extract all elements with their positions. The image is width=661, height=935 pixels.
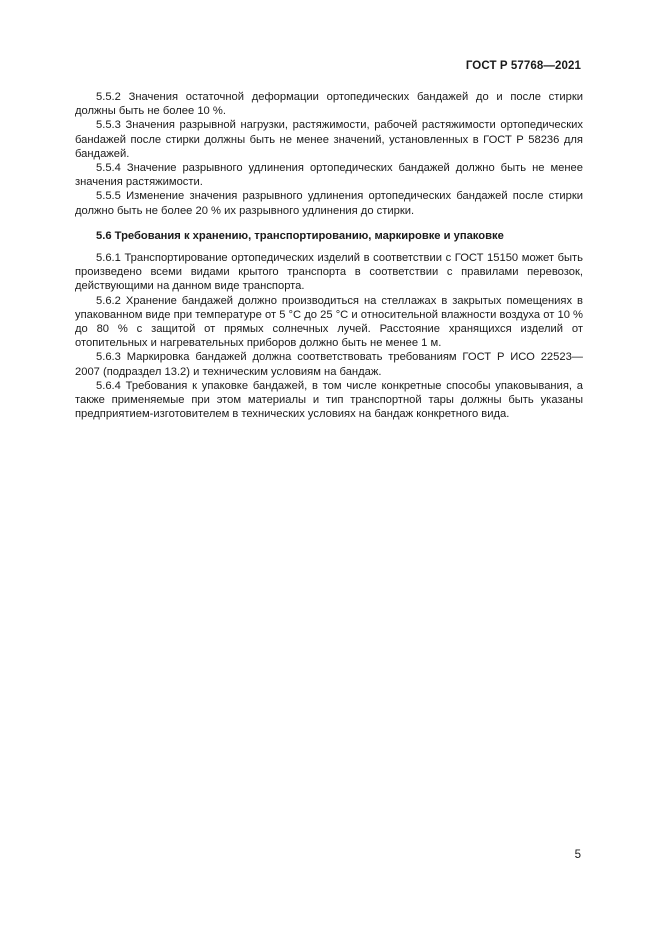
document-body xyxy=(75,90,583,421)
section-heading-5-6: 5.6 Требования к хранению, транспортированию, маркировке и упаковке xyxy=(96,229,504,242)
clause-5-5-2: 5.5.2 Значения остаточной деформации ортопедических бандажей до и после стирки должны быть не более 10 %. xyxy=(75,91,583,118)
clause-5-6-1: 5.6.1 Транспортирование ортопедических изделий в соответствии с ГОСТ 15150 может быть произведено всеми видами крытого транспорта в соответствии с правилами перевозок, действующими на данном виде транспорта. xyxy=(75,252,583,293)
clause-5-5-5: 5.5.5 Изменение значения разрывного удлинения ортопедических бандажей после стирки должно быть не более 20 % их разрывного удлинения до стирки. xyxy=(75,190,583,217)
page-number: 5 xyxy=(574,849,581,861)
clause-5-6-2: 5.6.2 Хранение бандажей должно производиться на стеллажах в закрытых помещениях в упакованном виде при температуре от 5 °С до 25 °С и относительной влажности воздуха от 10 % до 80 % с защитой от прямых солнечных лучей. Расстояние хранящихся изделий от отопительных и нагревательных приборов должно быть не менее 1 м. xyxy=(75,294,583,350)
clause-5-6-3: 5.6.3 Маркировка бандажей должна соответствовать требованиям ГОСТ Р ИСО 22523—2007 (подраздел 13.2) и техническим условиям на бандаж. xyxy=(75,351,583,378)
clause-5-6-4: 5.6.4 Требования к упаковке бандажей, в том числе конкретные способы упаковывания, а также применяемые при этом материалы и тип транспортной тары должны быть указаны предприятием-изготовителем в технических условиях на бандаж конкретного вида. xyxy=(75,379,583,421)
clause-5-5-3: 5.5.3 Значения разрывной нагрузки, растяжимости, рабочей растяжимости ортопедических банdажей после стирки должны быть не менее значений, установленных в ГОСТ Р 58236 для бандажей. xyxy=(75,119,583,160)
clause-5-5-4: 5.5.4 Значение разрывного удлинения ортопедических бандажей должно быть не менее значения растяжимости. xyxy=(75,162,583,189)
document-code-header: ГОСТ Р 57768—2021 xyxy=(465,60,581,72)
